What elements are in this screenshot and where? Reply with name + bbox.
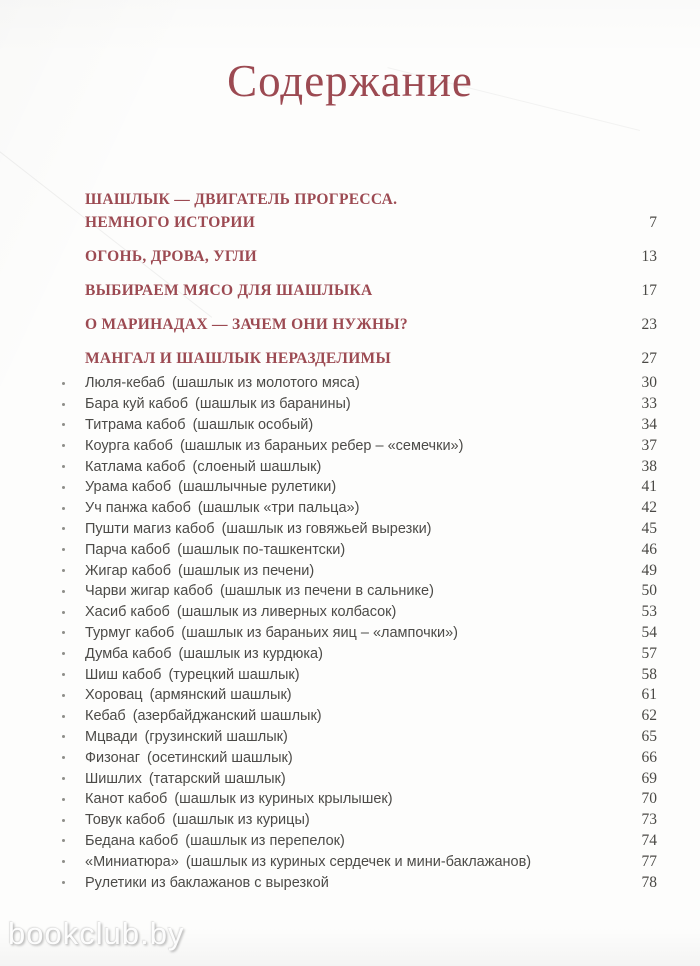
- toc-entry-name: Кебаб: [85, 708, 126, 725]
- bullet-icon: [62, 444, 85, 447]
- toc-header-label: [85, 347, 607, 370]
- toc-entry-row: [62, 539, 657, 560]
- page-number: 62: [641, 707, 657, 725]
- bullet-dot-icon: [62, 673, 65, 676]
- toc-entry-description: (шашлык из бараньих ребер – «семечки»): [179, 437, 464, 454]
- toc-entry-description: (шашлык из курицы): [172, 812, 310, 829]
- page-number: 69: [641, 769, 657, 787]
- toc-header-label: [85, 245, 607, 268]
- toc-entry-name: Жигар кабоб: [85, 562, 172, 579]
- toc-entry-description: (шашлык из баранины): [195, 396, 351, 413]
- toc-entry-name: Шиш кабоб: [85, 666, 162, 683]
- toc-entry-name: Турмуг кабоб: [85, 624, 175, 641]
- toc-entry-row: [62, 415, 657, 436]
- toc-entry-row: [62, 851, 657, 872]
- toc-entry-label: [85, 500, 607, 516]
- toc-header-row: [62, 245, 657, 268]
- toc-entry-description: (шашлык по-ташкентски): [177, 541, 346, 558]
- bullet-icon: [62, 486, 85, 489]
- table-of-contents: [62, 188, 657, 893]
- toc-entry-row: [62, 685, 657, 706]
- bullet-dot-icon: [62, 735, 65, 738]
- toc-entry-name: Титрама кабоб: [85, 416, 186, 433]
- page-number: 65: [641, 727, 657, 745]
- toc-entry-name: «Миниатюра»: [85, 853, 179, 870]
- toc-entry-description: (шашлык из печени): [178, 562, 315, 579]
- toc-entry-label: [85, 667, 607, 683]
- toc-entry-row: [62, 560, 657, 581]
- toc-entry-name: Коурга кабоб: [85, 437, 173, 454]
- toc-entry-label: [85, 459, 607, 475]
- page-number: 41: [641, 478, 657, 496]
- page-number: 42: [641, 499, 657, 517]
- page-number: 23: [641, 316, 657, 333]
- toc-entry-label: [85, 729, 607, 745]
- toc-entry-row: [62, 789, 657, 810]
- toc-entry-label: [85, 833, 607, 849]
- page-title: Содержание: [227, 56, 473, 106]
- page-number: 70: [641, 790, 657, 808]
- toc-entry-label: [85, 875, 607, 891]
- bullet-dot-icon: [62, 527, 65, 530]
- toc-entry-name: Бара куй кабоб: [85, 396, 189, 413]
- toc-entry-label: [85, 396, 607, 412]
- toc-entry-label: [85, 479, 607, 495]
- bullet-dot-icon: [62, 611, 65, 614]
- bullet-icon: [62, 694, 85, 697]
- toc-header-label: [85, 279, 607, 302]
- toc-entry-row: [62, 581, 657, 602]
- bullet-icon: [62, 777, 85, 780]
- toc-entry-label: [85, 708, 607, 724]
- toc-entry-description: (азербайджанский шашлык): [132, 708, 322, 725]
- toc-entry-description: (шашлык из печени в сальнике): [219, 583, 434, 600]
- toc-entry-description: (грузинский шашлык): [144, 728, 288, 745]
- bullet-icon: [62, 507, 85, 510]
- bullet-dot-icon: [62, 465, 65, 468]
- bullet-dot-icon: [62, 777, 65, 780]
- page-number: 78: [641, 873, 657, 891]
- toc-entry-description: (шашлык из перепелок): [185, 832, 345, 849]
- toc-entry-row: [62, 498, 657, 519]
- toc-header-label: [85, 313, 607, 336]
- toc-entry-description: (татарский шашлык): [148, 770, 286, 787]
- bullet-icon: [62, 652, 85, 655]
- toc-header-line: МАНГАЛ И ШАШЛЫК НЕРАЗДЕЛИМЫ: [85, 350, 391, 367]
- toc-header-row: [62, 188, 657, 234]
- page-number: 7: [649, 214, 657, 231]
- page-number: 54: [641, 623, 657, 641]
- page-number: 53: [641, 603, 657, 621]
- page-number: 74: [641, 831, 657, 849]
- bullet-dot-icon: [62, 403, 65, 406]
- page-number: 77: [641, 852, 657, 870]
- bullet-dot-icon: [62, 444, 65, 447]
- bullet-dot-icon: [62, 569, 65, 572]
- toc-entry-description: (армянский шашлык): [149, 687, 292, 704]
- bullet-icon: [62, 382, 85, 385]
- toc-header-line: ВЫБИРАЕМ МЯСО ДЛЯ ШАШЛЫКА: [85, 282, 373, 299]
- toc-entry-description: (шашлык из ливерных колбасок): [176, 604, 397, 621]
- toc-entry-description: (шашлык из куриных крылышек): [174, 791, 393, 808]
- toc-entry-name: Хасиб кабоб: [85, 604, 170, 621]
- page-number: 38: [641, 457, 657, 475]
- bullet-icon: [62, 548, 85, 551]
- page-number: 66: [641, 748, 657, 766]
- toc-entry-row: [62, 394, 657, 415]
- toc-entry-label: [85, 583, 607, 599]
- toc-entry-name: Думба кабоб: [85, 645, 172, 662]
- bullet-icon: [62, 611, 85, 614]
- page-number: 46: [641, 540, 657, 558]
- toc-entry-name: Люля-кебаб: [85, 375, 165, 392]
- toc-entry-row: [62, 456, 657, 477]
- bullet-icon: [62, 860, 85, 863]
- toc-entry-label: [85, 375, 607, 391]
- bullet-dot-icon: [62, 819, 65, 822]
- toc-entry-description: (шашлык из говяжьей вырезки): [221, 520, 432, 537]
- bullet-icon: [62, 819, 85, 822]
- toc-entry-label: [85, 791, 607, 807]
- toc-entry-name: Канот кабоб: [85, 791, 168, 808]
- bullet-icon: [62, 673, 85, 676]
- toc-entry-description: (шашлык из молотого мяса): [171, 375, 360, 392]
- bullet-icon: [62, 839, 85, 842]
- toc-entry-row: [62, 519, 657, 540]
- bullet-dot-icon: [62, 860, 65, 863]
- toc-entry-row: [62, 768, 657, 789]
- toc-entry-name: Рулетики из баклажанов с вырезкой: [85, 874, 329, 891]
- toc-entry-row: [62, 664, 657, 685]
- toc-entry-row: [62, 831, 657, 852]
- page-number: 61: [641, 686, 657, 704]
- bullet-dot-icon: [62, 798, 65, 801]
- toc-entry-label: [85, 854, 607, 870]
- page-number: 27: [641, 350, 657, 367]
- bullet-dot-icon: [62, 382, 65, 385]
- toc-entry-description: (шашлык из курдюка): [178, 645, 323, 662]
- toc-entry-name: Пушти магиз кабоб: [85, 520, 215, 537]
- page-number: 50: [641, 582, 657, 600]
- toc-entry-name: Хоровац: [85, 687, 143, 704]
- toc-entry-name: Физонаг: [85, 749, 141, 766]
- page-number: 37: [641, 436, 657, 454]
- toc-entry-row: [62, 706, 657, 727]
- toc-entry-row: [62, 727, 657, 748]
- toc-entry-label: [85, 750, 607, 766]
- toc-entry-description: (шашлычные рулетики): [178, 479, 337, 496]
- bullet-dot-icon: [62, 548, 65, 551]
- toc-header-line: ОГОНЬ, ДРОВА, УГЛИ: [85, 248, 257, 265]
- bullet-dot-icon: [62, 715, 65, 718]
- watermark: bookclub.by: [8, 916, 185, 951]
- toc-entry-label: [85, 625, 607, 641]
- bullet-dot-icon: [62, 631, 65, 634]
- toc-entry-name: Урама кабоб: [85, 479, 172, 496]
- toc-header-row: [62, 313, 657, 336]
- toc-entry-row: [62, 643, 657, 664]
- toc-entry-row: [62, 810, 657, 831]
- toc-entry-name: Катлама кабоб: [85, 458, 186, 475]
- page-number: 73: [641, 811, 657, 829]
- toc-entry-row: [62, 477, 657, 498]
- bullet-icon: [62, 735, 85, 738]
- page-number: 58: [641, 665, 657, 683]
- toc-entry-name: Парча кабоб: [85, 541, 171, 558]
- page-number: 45: [641, 519, 657, 537]
- bullet-icon: [62, 715, 85, 718]
- toc-entry-label: [85, 417, 607, 433]
- toc-entry-description: (шашлык из бараньих яиц – «лампочки»): [181, 624, 459, 641]
- page-number: 17: [641, 282, 657, 299]
- toc-entry-label: [85, 687, 607, 703]
- bullet-icon: [62, 423, 85, 426]
- toc-entry-label: [85, 812, 607, 828]
- toc-entry-name: Мцвади: [85, 728, 138, 745]
- bullet-icon: [62, 881, 85, 884]
- toc-entry-label: [85, 646, 607, 662]
- toc-entry-description: (шашлык особый): [192, 416, 314, 433]
- toc-header-label: [85, 188, 607, 234]
- toc-entry-description: (слоеный шашлык): [192, 458, 322, 475]
- toc-entry-name: Уч панжа кабоб: [85, 500, 191, 517]
- page-number: 13: [641, 248, 657, 265]
- bullet-icon: [62, 631, 85, 634]
- toc-entry-row: [62, 435, 657, 456]
- toc-entry-name: Чарви жигар кабоб: [85, 583, 213, 600]
- bullet-icon: [62, 590, 85, 593]
- toc-entry-label: [85, 604, 607, 620]
- bullet-dot-icon: [62, 839, 65, 842]
- toc-header-line: О МАРИНАДАХ — ЗАЧЕМ ОНИ НУЖНЫ?: [85, 316, 408, 333]
- bullet-dot-icon: [62, 486, 65, 489]
- bullet-dot-icon: [62, 881, 65, 884]
- toc-header-line: НЕМНОГО ИСТОРИИ: [85, 214, 256, 231]
- toc-entry-row: [62, 623, 657, 644]
- toc-entry-label: [85, 438, 607, 454]
- toc-header-line: ШАШЛЫК — ДВИГАТЕЛЬ ПРОГРЕССА.: [85, 191, 398, 208]
- toc-entry-name: Товук кабоб: [85, 812, 166, 829]
- bullet-icon: [62, 756, 85, 759]
- toc-entry-row: [62, 872, 657, 893]
- bullet-icon: [62, 527, 85, 530]
- bullet-dot-icon: [62, 694, 65, 697]
- bullet-dot-icon: [62, 756, 65, 759]
- toc-entry-description: (шашлык из куриных сердечек и мини-баклажанов): [185, 853, 532, 870]
- bullet-icon: [62, 798, 85, 801]
- toc-entry-row: [62, 373, 657, 394]
- toc-entry-description: (шашлык «три пальца»): [197, 500, 360, 517]
- bullet-icon: [62, 403, 85, 406]
- page-number: 57: [641, 644, 657, 662]
- page-number: 30: [641, 374, 657, 392]
- toc-header-row: [62, 347, 657, 370]
- toc-entry-label: [85, 563, 607, 579]
- page-number: 33: [641, 395, 657, 413]
- bullet-dot-icon: [62, 507, 65, 510]
- toc-entry-description: (турецкий шашлык): [168, 666, 300, 683]
- toc-entry-label: [85, 542, 607, 558]
- bullet-dot-icon: [62, 590, 65, 593]
- bullet-icon: [62, 569, 85, 572]
- toc-entry-name: Шишлих: [85, 770, 142, 787]
- bullet-icon: [62, 465, 85, 468]
- toc-entry-label: [85, 771, 607, 787]
- toc-entry-name: Бедана кабоб: [85, 832, 179, 849]
- page-number: 34: [641, 415, 657, 433]
- toc-entry-label: [85, 521, 607, 537]
- bullet-dot-icon: [62, 652, 65, 655]
- toc-entry-row: [62, 602, 657, 623]
- bullet-dot-icon: [62, 423, 65, 426]
- page-number: 49: [641, 561, 657, 579]
- toc-entry-row: [62, 747, 657, 768]
- toc-header-row: [62, 279, 657, 302]
- toc-entry-description: (осетинский шашлык): [147, 749, 293, 766]
